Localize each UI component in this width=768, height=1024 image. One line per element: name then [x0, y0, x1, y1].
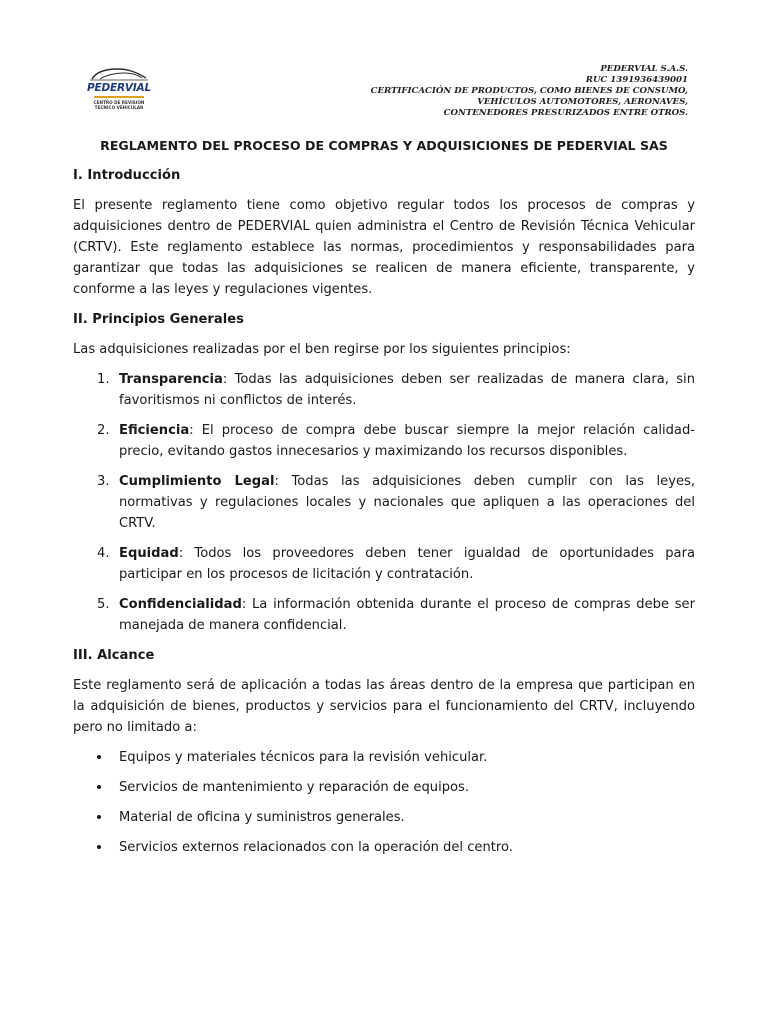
principles-list: [73, 369, 695, 636]
introduction-paragraph: El presente reglamento tiene como objetivo regular todos los procesos de compras y adquisiciones dentro de PEDERVIAL quien administra el Centro de Revisión Técnica Vehicular (CRTV). Este reglamento establece las normas, procedimientos y responsabilidades para garantizar que todas las adquisiciones se realicen de manera eficiente, transparente, y conforme a las leyes y regulaciones vigentes.: [73, 198, 695, 297]
principles-intro: Las adquisiciones realizadas por el ben regirse por los siguientes principios:: [73, 342, 571, 357]
principle-item: [73, 471, 695, 534]
logo-name: PEDERVIAL: [87, 82, 151, 94]
principle-item: [73, 369, 695, 411]
logo-subtitle-line1: CENTRO DE REVISION: [93, 100, 145, 105]
bullet-icon: [97, 755, 101, 759]
logo-subtitle-line2: TECNICO VEHICULAR: [94, 105, 144, 110]
scope-paragraph: Este reglamento será de aplicación a todas las áreas dentro de la empresa que participan en la adquisición de bienes, productos y servicios para el funcionamiento del CRTV, incluyendo pero no limitado a:: [73, 678, 695, 735]
scope-item-text: Servicios externos relacionados con la operación del centro.: [119, 840, 513, 855]
section-heading-scope: III. Alcance: [73, 648, 155, 663]
scope-item: [73, 807, 695, 828]
car-silhouette-icon: [88, 66, 150, 82]
principle-text: : La información obtenida durante el proceso de compras debe ser manejada de manera confidencial.: [119, 597, 695, 633]
bullet-icon: [97, 815, 101, 819]
scope-item-text: Equipos y materiales técnicos para la revisión vehicular.: [119, 750, 488, 765]
section-heading-principles: II. Principios Generales: [73, 312, 244, 327]
company-name: PEDERVIAL S.A.S.: [600, 64, 688, 74]
principle-term: Equidad: [119, 546, 179, 561]
principle-term: Eficiencia: [119, 423, 190, 438]
company-activity-line1: CERTIFICACIÓN DE PRODUCTOS, COMO BIENES DE CONSUMO,: [370, 86, 688, 96]
company-logo: [84, 66, 154, 122]
bullet-icon: [97, 845, 101, 849]
company-activity-line3: CONTENEDORES PRESURIZADOS ENTRE OTROS.: [443, 108, 688, 118]
list-number: 1.: [97, 372, 110, 387]
company-activity-line2: VEHÍCULOS AUTOMOTORES, AERONAVES,: [477, 97, 688, 107]
company-info: [371, 64, 688, 119]
principle-term: Confidencialidad: [119, 597, 242, 612]
list-number: 2.: [97, 423, 110, 438]
principle-text: : Todas las adquisiciones deben cumplir con las leyes, normativas y regulaciones locales y nacionales que apliquen a las operaciones del CRTV.: [119, 474, 695, 531]
list-number: 3.: [97, 474, 110, 489]
principle-term: Cumplimiento Legal: [119, 474, 275, 489]
scope-item-text: Servicios de mantenimiento y reparación de equipos.: [119, 780, 470, 795]
bullet-icon: [97, 785, 101, 789]
company-ruc: RUC 1391936439001: [585, 75, 688, 85]
scope-item-text: Material de oficina y suministros generales.: [119, 810, 405, 825]
page-header: [0, 0, 768, 130]
principle-item: [73, 543, 695, 585]
list-number: 5.: [97, 597, 110, 612]
principle-term: Transparencia: [119, 372, 223, 387]
principle-text: : Todas las adquisiciones deben ser realizadas de manera clara, sin favoritismos ni conflictos de interés.: [119, 372, 695, 408]
scope-list: [73, 747, 695, 858]
scope-item: [73, 747, 695, 768]
principle-text: : El proceso de compra debe buscar siempre la mejor relación calidad-precio, evitando gastos innecesarios y maximizando los recursos disponibles.: [119, 423, 695, 459]
scope-item: [73, 777, 695, 798]
principle-item: [73, 594, 695, 636]
list-number: 4.: [97, 546, 110, 561]
principle-item: [73, 420, 695, 462]
section-heading-introduction: I. Introducción: [73, 168, 181, 183]
document-body: [73, 136, 695, 867]
document-title: REGLAMENTO DEL PROCESO DE COMPRAS Y ADQUISICIONES DE PEDERVIAL SAS: [100, 138, 668, 153]
logo-accent-bar: [94, 96, 144, 98]
scope-item: [73, 837, 695, 858]
principle-text: : Todos los proveedores deben tener igualdad de oportunidades para participar en los procesos de licitación y contratación.: [119, 546, 695, 582]
